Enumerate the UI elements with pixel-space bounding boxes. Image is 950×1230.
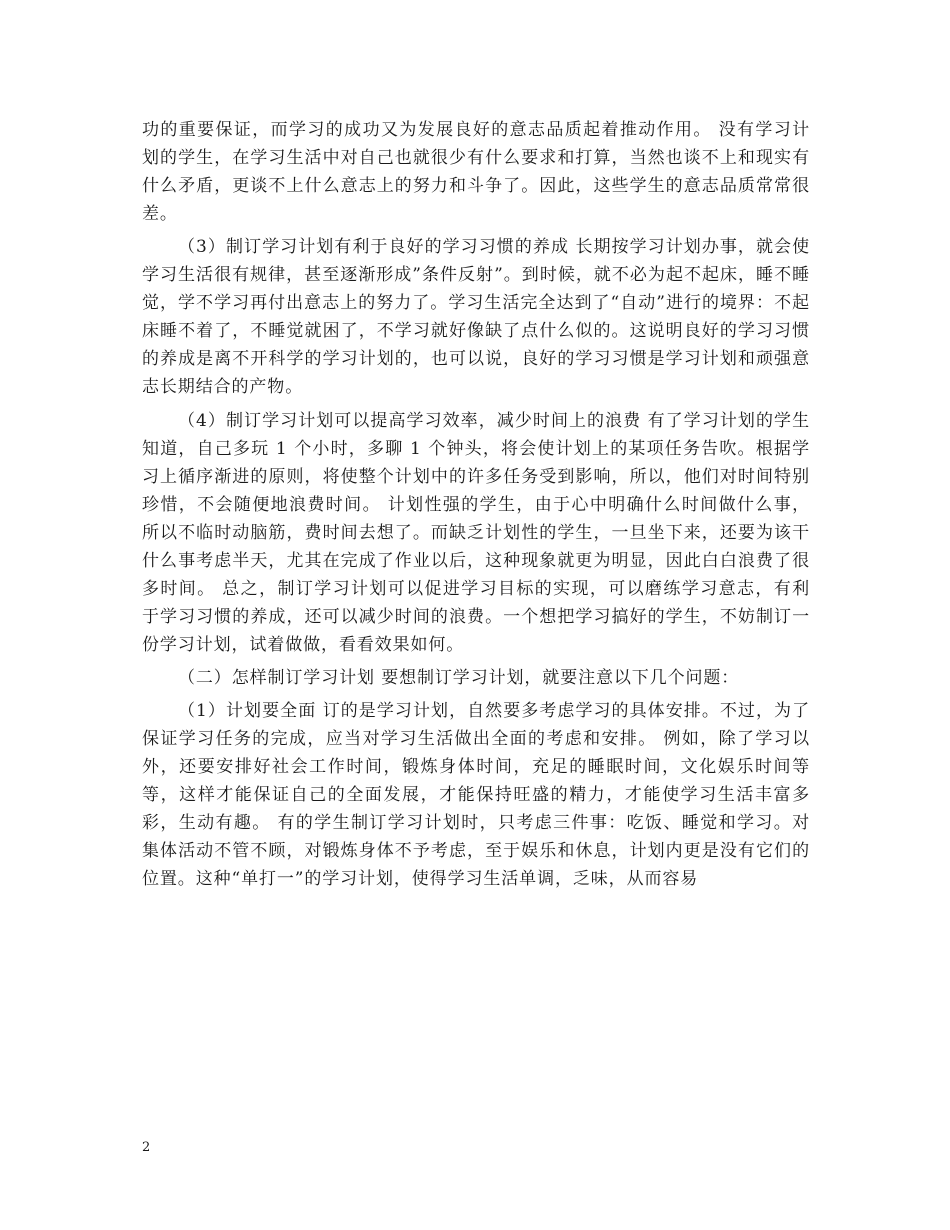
paragraph-comprehensive: （1）计划要全面 订的是学习计划，自然要多考虑学习的具体安排。不过，为了保证学习任务的完成，应当对学习生活做出全面的考虑和安排。 例如，除了学习以外，还要安排好社会工作时间，锻炼身体时间，充足的睡眠时间，文化娱乐时间等等，这样才能保证自己的全面发展，才能保持旺盛的精力，才能使学习生活丰富多彩，生动有趣。 有的学生制订学习计划时，只考虑三件事：吃饭、睡觉和学习。对集体活动不管不顾，对锻炼身体不予考虑，至于娱乐和休息，计划内更是没有它们的位置。这种“单打一”的学习计划，使得学习生活单调，乏味，从而容易 <box>142 701 810 890</box>
paragraph-continuation: 功的重要保证，而学习的成功又为发展良好的意志品质起着推动作用。 没有学习计划的学生，在学习生活中对自己也就很少有什么要求和打算，当然也谈不上和现实有什么矛盾，更谈不上什么意志上的努力和斗争了。因此，这些学生的意志品质常常很差。 <box>142 120 810 224</box>
page-number: 2 <box>142 1140 151 1155</box>
paragraph-efficiency: （4）制订学习计划可以提高学习效率，减少时间上的浪费 有了学习计划的学生知道，自己多玩 1 个小时，多聊 1 个钟头，将会使计划上的某项任务告吹。根据学习上循序渐进的原则，将使整个计划中的许多任务受到影响，所以，他们对时间特别珍惜，不会随便地浪费时间。 计划性强的学生，由于心中明确什么时间做什么事，所以不临时动脑筋，费时间去想了。而缺乏计划性的学生，一旦坐下来，还要为该干什么事考虑半天，尤其在完成了作业以后，这种现象就更为明显，因此白白浪费了很多时间。 总之，制订学习计划可以促进学习目标的实现，可以磨练学习意志，有利于学习习惯的养成，还可以减少时间的浪费。一个想把学习搞好的学生，不妨制订一份学习计划，试着做做，看看效果如何。 <box>142 410 810 655</box>
body-text <box>142 116 810 898</box>
paragraph-habit: （3）制订学习计划有利于良好的学习习惯的养成 长期按学习计划办事，就会使学习生活很有规律，甚至逐渐形成”条件反射”。到时候，就不必为起不起床，睡不睡觉，学不学习再付出意志上的努力了。学习生活完全达到了“自动”进行的境界：不起床睡不着了，不睡觉就困了，不学习就好像缺了点什么似的。这说明良好的学习习惯的养成是离不开科学的学习计划的，也可以说，良好的学习习惯是学习计划和顽强意志长期结合的产物。 <box>142 237 810 398</box>
section-heading-how-to-plan: （二）怎样制订学习计划 要想制订学习计划，就要注意以下几个问题： <box>178 667 740 688</box>
